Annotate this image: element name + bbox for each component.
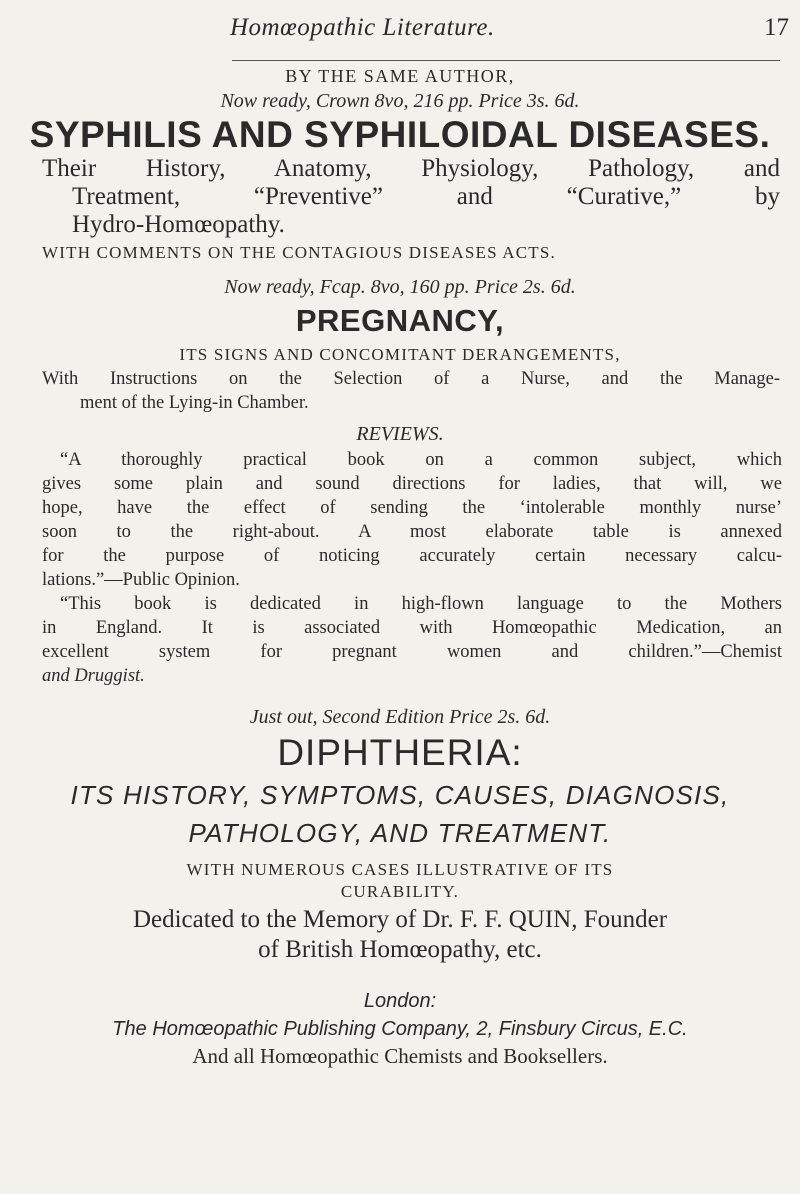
book1-subtitle: WITH COMMENTS ON THE CONTAGIOUS DISEASES ACTS. xyxy=(42,243,556,262)
review-line: soon to the right-about. A most elaborate table is annexed xyxy=(42,522,782,542)
review-line: for the purpose of noticing accurately certain necessary calcu- xyxy=(42,546,782,566)
book3-dedication-line: of British Homœopathy, etc. xyxy=(258,936,542,963)
review-line: lations.”—Public Opinion. xyxy=(42,570,240,590)
book3-title: DIPHTHERIA: xyxy=(277,732,523,773)
book2-title: PREGNANCY, xyxy=(295,303,505,338)
book2-subtitle: ITS SIGNS AND CONCOMITANT DERANGEMENTS, xyxy=(179,345,621,364)
imprint-place: London: xyxy=(363,990,437,1012)
book3-cases-line: WITH NUMEROUS CASES ILLUSTRATIVE OF ITS xyxy=(186,860,614,879)
book3-dedication-line: Dedicated to the Memory of Dr. F. F. QUIN, Founder xyxy=(132,906,668,933)
review-line: excellent system for pregnant women and children.”—Chemist xyxy=(42,642,782,662)
running-head-title: Homœopathic Literature. xyxy=(230,14,495,41)
book1-description-line: Their History, Anatomy, Physiology, Pathology, and xyxy=(42,155,780,182)
review-line: hope, have the effect of sending the ‘intolerable monthly nurse’ xyxy=(42,498,782,518)
book2-description-line: ment of the Lying-in Chamber. xyxy=(80,393,309,413)
book2-edition: Now ready, Fcap. 8vo, 160 pp. Price 2s. 6d. xyxy=(224,276,576,298)
book3-edition: Just out, Second Edition Price 2s. 6d. xyxy=(249,706,551,728)
book3-subtitle-line: PATHOLOGY, AND TREATMENT. xyxy=(188,818,612,848)
page-number: 17 xyxy=(764,14,789,41)
book1-description-line: Treatment, “Preventive” and “Curative,” by xyxy=(72,183,780,210)
review-line: in England. It is associated with Homœopathic Medication, an xyxy=(42,618,782,638)
review-line: “This book is dedicated in high-flown language to the Mothers xyxy=(60,594,782,614)
book2-description-line: With Instructions on the Selection of a Nurse, and the Manage- xyxy=(42,369,780,389)
book1-description-line: Hydro-Homœopathy. xyxy=(72,211,285,238)
review-line: and Druggist. xyxy=(42,666,145,686)
review-line: “A thoroughly practical book on a common subject, which xyxy=(60,450,782,470)
imprint-sellers: And all Homœopathic Chemists and Booksellers. xyxy=(192,1044,608,1068)
book1-edition: Now ready, Crown 8vo, 216 pp. Price 3s. 6d. xyxy=(220,90,580,112)
book1-title: SYPHILIS AND SYPHILOIDAL DISEASES. xyxy=(29,114,771,155)
byline: BY THE SAME AUTHOR, xyxy=(285,66,515,86)
book3-cases-line: CURABILITY. xyxy=(340,882,460,901)
reviews-heading: REVIEWS. xyxy=(356,423,444,445)
imprint-publisher: The Homœopathic Publishing Company, 2, Finsbury Circus, E.C. xyxy=(112,1018,688,1040)
review-line: gives some plain and sound directions for ladies, that will, we xyxy=(42,474,782,494)
header-rule xyxy=(232,60,780,61)
book3-subtitle-line: ITS HISTORY, SYMPTOMS, CAUSES, DIAGNOSIS, xyxy=(70,780,730,810)
